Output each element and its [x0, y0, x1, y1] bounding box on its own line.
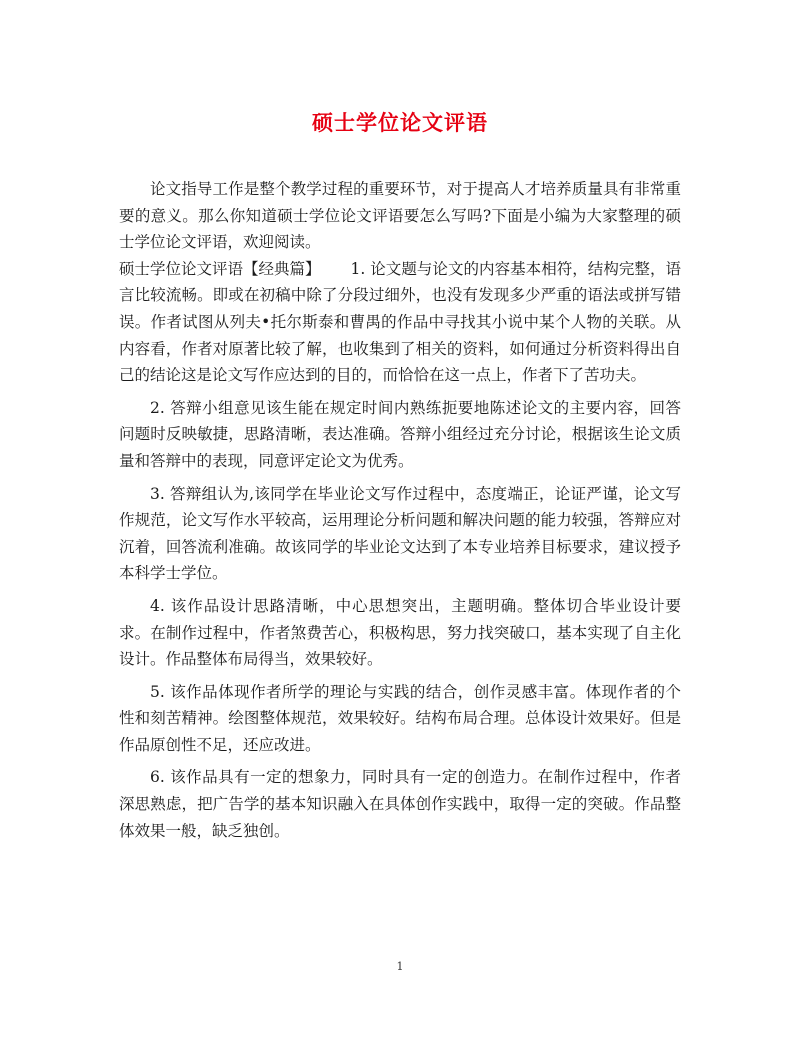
comment-item-1: 1. 论文题与论文的内容基本相符，结构完整，语言比较流畅。即或在初稿中除了分段过细外，也没有发现多少严重的语法或拼写错误。作者试图从列夫•托尔斯泰和曹禺的作品中寻找其小说中某个人物的关联。从内容看，作者对原著比较了解，也收集到了相关的资料，如何通过分析资料得出自己的结论这是论文写作应达到的目的，而恰恰在这一点上，作者下了苦功夫。 — [119, 259, 681, 385]
comment-item-6: 6. 该作品具有一定的想象力，同时具有一定的创造力。在制作过程中，作者深思熟虑，把广告学的基本知识融入在具体创作实践中，取得一定的突破。作品整体效果一般，缺乏独创。 — [119, 768, 681, 840]
comment-item-4: 4. 该作品设计思路清晰，中心思想突出，主题明确。整体切合毕业设计要求。在制作过程中，作者煞费苦心，积极构思，努力找突破口，基本实现了自主化设计。作品整体布局得当，效果较好。 — [119, 596, 681, 669]
document-title: 硕士学位论文评语 — [312, 111, 488, 135]
comment-item-2: 2. 答辩小组意见该生能在规定时间内熟练扼要地陈述论文的主要内容，回答问题时反映敏捷，思路清晰，表达准确。答辩小组经过充分讨论，根据该生论文质量和答辩中的表现，同意评定论文为优秀。 — [119, 398, 681, 470]
intro-paragraph: 论文指导工作是整个教学过程的重要环节，对于提高人才培养质量具有非常重要的意义。那么你知道硕士学位论文评语要怎么写吗?下面是小编为大家整理的硕士学位论文评语，欢迎阅读。 — [119, 180, 681, 252]
page-number: 1 — [396, 960, 404, 973]
comment-item-5: 5. 该作品体现作者所学的理论与实践的结合，创作灵感丰富。体现作者的个性和刻苦精神。绘图整体规范，效果较好。结构布局合理。总体设计效果好。但是作品原创性不足，还应改进。 — [119, 682, 681, 754]
section-heading: 硕士学位论文评语【经典篇】 — [119, 259, 321, 278]
document-body — [119, 176, 681, 844]
section-paragraph — [119, 256, 681, 389]
comment-item-3: 3. 答辩组认为,该同学在毕业论文写作过程中，态度端正，论证严谨，论文写作规范，论文写作水平较高，运用理论分析问题和解决问题的能力较强，答辩应对沉着，回答流利准确。故该同学的毕业论文达到了本专业培养目标要求，建议授予本科学士学位。 — [119, 484, 681, 583]
